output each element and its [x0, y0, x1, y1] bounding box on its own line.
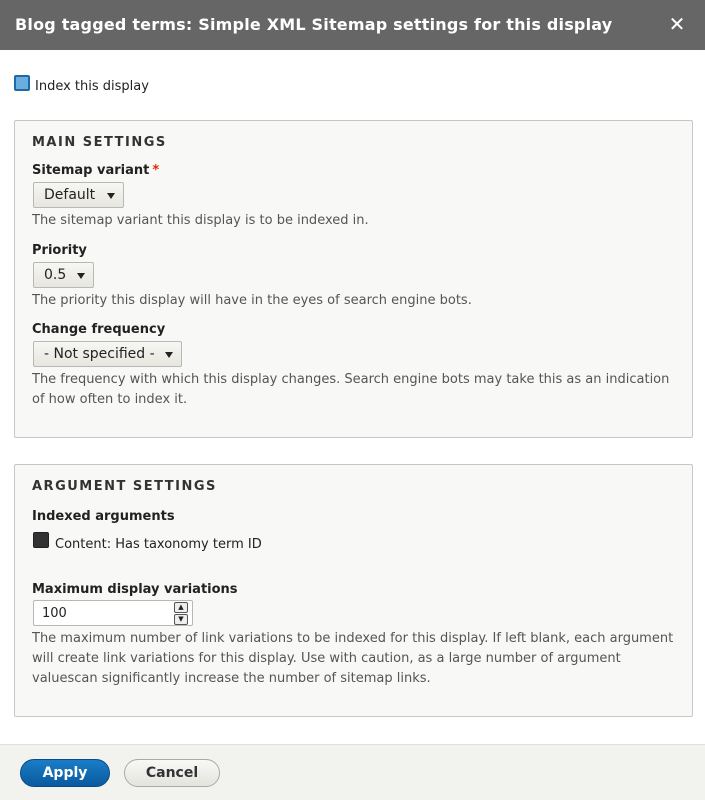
sitemap-variant-label: Sitemap variant * — [32, 163, 160, 178]
priority-label: Priority — [32, 243, 87, 258]
apply-button[interactable]: Apply — [20, 759, 110, 787]
number-spinner[interactable] — [174, 602, 188, 626]
change-frequency-description: The frequency with which this display changes. Search engine bots may take this as an indication of how often to index it. — [32, 372, 670, 407]
indexed-argument-checkbox[interactable] — [33, 532, 49, 548]
indexed-arguments-label: Indexed arguments — [32, 509, 175, 524]
main-settings-fieldset — [14, 120, 693, 438]
index-display-label[interactable]: Index this display — [35, 79, 149, 94]
chevron-down-icon — [107, 193, 115, 199]
max-variations-description: The maximum number of link variations to be indexed for this display. If left blank, each argument will create link variations for this display. Use with caution, as a large number of argument valuescan significantly increase the number of sitemap links. — [32, 631, 674, 686]
chevron-up-icon[interactable]: ▲ — [174, 602, 188, 613]
priority-description: The priority this display will have in the eyes of search engine bots. — [32, 293, 472, 308]
chevron-down-icon[interactable]: ▼ — [174, 614, 188, 625]
chevron-down-icon — [165, 352, 173, 358]
close-icon[interactable]: ✕ — [668, 12, 686, 36]
argument-settings-fieldset — [14, 464, 693, 717]
change-frequency-select[interactable]: - Not specified - — [33, 341, 182, 367]
sitemap-variant-select[interactable]: Default — [33, 182, 124, 208]
max-variations-input[interactable]: 100 ▲ ▼ — [33, 600, 193, 626]
max-variations-label: Maximum display variations — [32, 582, 238, 597]
argument-settings-legend: ARGUMENT SETTINGS — [32, 479, 217, 494]
change-frequency-label: Change frequency — [32, 322, 166, 337]
index-display-checkbox[interactable] — [14, 75, 30, 91]
priority-select[interactable]: 0.5 — [33, 262, 94, 288]
main-settings-legend: MAIN SETTINGS — [32, 135, 167, 150]
cancel-button[interactable]: Cancel — [124, 759, 220, 787]
required-marker: * — [152, 163, 160, 178]
indexed-argument-option-label[interactable]: Content: Has taxonomy term ID — [55, 537, 262, 552]
dialog-footer — [0, 744, 705, 800]
chevron-down-icon — [77, 273, 85, 279]
dialog-titlebar — [0, 0, 705, 50]
dialog-title: Blog tagged terms: Simple XML Sitemap settings for this display — [15, 15, 613, 34]
sitemap-variant-description: The sitemap variant this display is to be indexed in. — [32, 213, 369, 228]
